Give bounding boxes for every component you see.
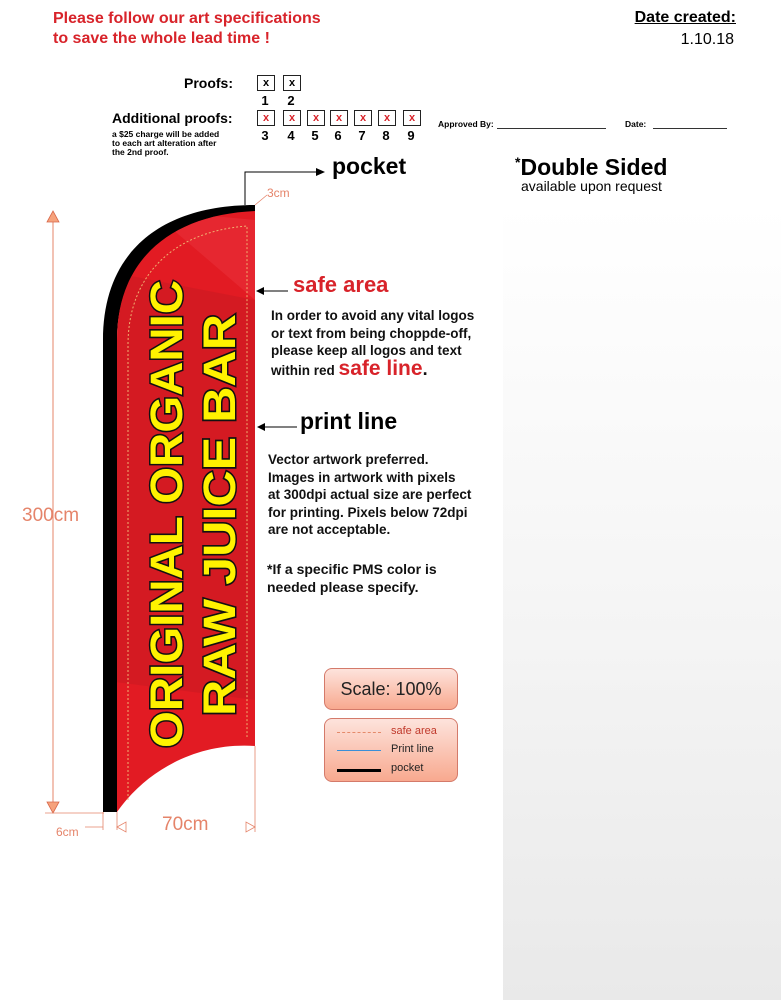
safe-area-arrow-icon [256, 287, 264, 295]
note-line: a $25 charge will be added [112, 129, 220, 139]
proof-number-6: 6 [334, 128, 342, 143]
proof-checkbox-3[interactable]: x [257, 110, 275, 126]
proof-checkbox-7[interactable]: x [354, 110, 372, 126]
proof-number-7: 7 [358, 128, 366, 143]
instruction-line: please keep all logos and text [271, 343, 462, 358]
notice-line-1: Please follow our art specifications [53, 10, 321, 27]
arrow-up-icon [47, 211, 59, 222]
pocket-sample-icon [337, 769, 381, 772]
width-dimension-label: 70cm [162, 814, 209, 835]
note-line: needed please specify. [267, 578, 419, 595]
proof-number-4: 4 [287, 128, 295, 143]
double-sided-asterisk: * [515, 154, 521, 170]
legend-item-pocket [325, 761, 457, 777]
proof-number-8: 8 [382, 128, 390, 143]
proof-checkbox-8[interactable]: x [378, 110, 396, 126]
proof-number-9: 9 [407, 128, 415, 143]
pocket-width-label: 6cm [56, 825, 79, 839]
proof-number-2: 2 [287, 93, 295, 108]
proof-checkbox-6[interactable]: x [330, 110, 348, 126]
proof-number-1: 1 [261, 93, 269, 108]
legend-label: safe area [391, 725, 437, 737]
instruction-period: . [422, 358, 428, 379]
double-sided-subtitle: available upon request [521, 178, 662, 194]
double-sided-title: Double Sided [520, 154, 668, 180]
date-created-label: Date created: [634, 9, 736, 26]
proof-number-3: 3 [261, 128, 269, 143]
instruction-text: within red [271, 362, 335, 378]
top-margin-leader [255, 195, 267, 205]
date-created-value: 1.10.18 [680, 31, 734, 48]
instruction-line: at 300dpi actual size are perfect [268, 487, 472, 502]
instruction-line: are not acceptable. [268, 522, 391, 537]
height-dimension-label: 300cm [22, 505, 80, 526]
instruction-line: In order to avoid any vital logos [271, 308, 475, 323]
safe-line-inline-label: safe line [338, 356, 423, 380]
safe-area-instructions [271, 307, 506, 379]
instruction-line: Vector artwork preferred. [268, 452, 429, 467]
proofs-label: Proofs: [184, 75, 233, 91]
proof-checkbox-5[interactable]: x [307, 110, 325, 126]
legend-item-print-line [325, 742, 457, 758]
legend-label: pocket [391, 762, 424, 774]
safe-area-sample-icon [337, 732, 381, 733]
arrow-left-icon [117, 822, 126, 832]
flag-text-line-2: RAW JUICE BAR [194, 355, 245, 716]
proof-checkbox-1[interactable]: x [257, 75, 275, 91]
print-line-heading: print line [300, 408, 398, 434]
safe-area-heading: safe area [293, 272, 389, 297]
print-line-sample-icon [337, 750, 381, 751]
pms-color-note [267, 561, 507, 596]
notice-line-2: to save the whole lead time ! [53, 30, 270, 47]
legend-label: Print line [391, 743, 434, 755]
approved-by-label: Approved By: [438, 119, 494, 129]
top-margin-label: 3cm [267, 186, 290, 200]
legend-item-safe-area [325, 724, 457, 740]
pocket-label: pocket [332, 153, 407, 179]
arrow-right-icon [246, 822, 255, 832]
instruction-line: for printing. Pixels below 72dpi [268, 504, 468, 520]
double-sided-heading [515, 154, 667, 181]
instruction-line: or text from being choppde-off, [271, 325, 472, 341]
line-legend [324, 718, 458, 782]
vector-artwork-instructions [268, 451, 508, 539]
proof-checkbox-4[interactable]: x [283, 110, 301, 126]
proof-checkbox-2[interactable]: x [283, 75, 301, 91]
note-line: to each art alteration after [112, 138, 217, 148]
instruction-line [271, 356, 506, 380]
proof-number-5: 5 [311, 128, 319, 143]
approval-date-label: Date: [625, 119, 647, 129]
scale-badge: Scale: 100% [324, 668, 458, 710]
note-line: the 2nd proof. [112, 147, 169, 157]
note-line: *If a specific PMS color is [267, 561, 437, 577]
instruction-line: Images in artwork with pixels [268, 469, 456, 485]
pocket-arrow-icon [316, 168, 325, 176]
additional-proofs-label: Additional proofs: [112, 110, 233, 126]
flag-text-line-1: ORIGINAL ORGANIC [141, 303, 192, 748]
arrow-down-icon [47, 802, 59, 813]
print-line-arrow-icon [257, 423, 265, 431]
proof-checkbox-9[interactable]: x [403, 110, 421, 126]
